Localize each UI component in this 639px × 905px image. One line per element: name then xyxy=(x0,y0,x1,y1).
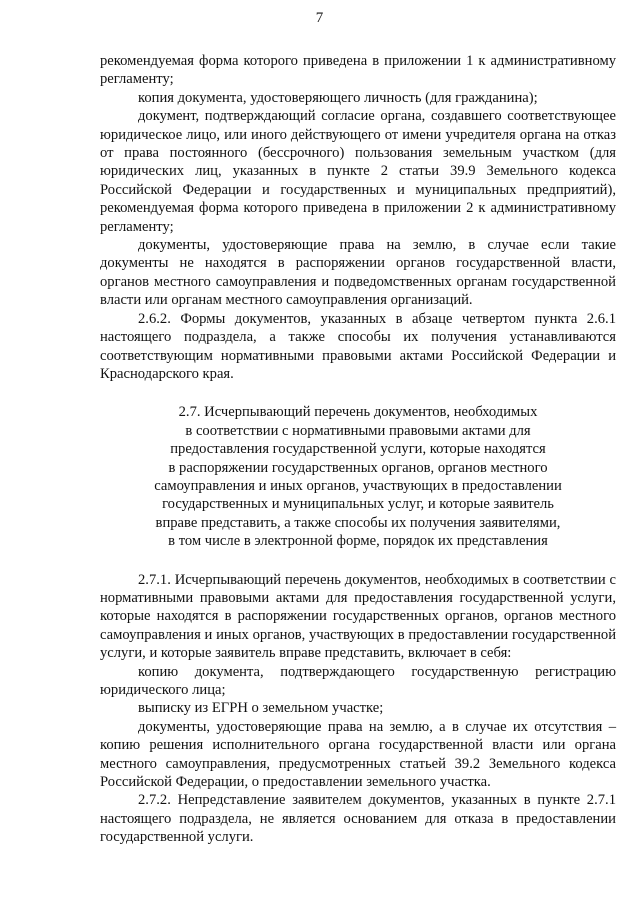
document-body xyxy=(100,52,616,847)
heading-line: самоуправления и иных органов, участвующих в предоставлении xyxy=(154,477,562,494)
paragraph: документы, удостоверяющие права на землю, а в случае их отсутствия – копию решения исполнительного органа государственной власти или органа местного самоуправления, предусмотренных статьей 39.2 Земельного кодекса Российской Федерации, о предоставлении земельного участка. xyxy=(100,718,616,791)
paragraph: 2.7.2. Непредставление заявителем документов, указанных в пункте 2.7.1 настоящего подраздела, не является основанием для отказа в предоставлении государственной услуги. xyxy=(100,792,616,846)
heading-line: государственных и муниципальных услуг, и которые заявитель xyxy=(162,496,554,513)
heading-line: вправе представить, а также способы их получения заявителями, xyxy=(155,514,561,531)
paragraph: копия документа, удостоверяющего личность (для гражданина); xyxy=(138,89,538,106)
section-heading xyxy=(100,403,616,550)
paragraph: рекомендуемая форма которого приведена в приложении 1 к административному регламенту; xyxy=(100,53,616,88)
paragraph: документы, удостоверяющие права на землю, в случае если такие документы не находятся в распоряжении органов государственной власти, органов местного самоуправления и подведомственных органам государственной власти или органам местного самоуправления организаций. xyxy=(100,237,616,309)
paragraph: 2.7.1. Исчерпывающий перечень документов, необходимых в соответствии с нормативными правовыми актами для предоставления государственной услуги, которые находятся в распоряжении государственных органов, органов местного самоуправления и иных органов, участвующих в предоставлении государственной услуги, и которые заявитель вправе представить, включает в себя: xyxy=(100,571,616,662)
heading-line: предоставления государственной услуги, которые находятся xyxy=(170,441,546,458)
paragraph: 2.6.2. Формы документов, указанных в абзаце четвертом пункта 2.6.1 настоящего подраздела, а также способы их получения устанавливаются соответствующим нормативными правовыми актами Российской Федерации и Краснодарского края. xyxy=(100,310,616,382)
paragraph: выписку из ЕГРН о земельном участке; xyxy=(138,700,384,717)
spacer xyxy=(100,383,616,403)
paragraph: копию документа, подтверждающего государственную регистрацию юридического лица; xyxy=(100,663,616,698)
heading-line: в соответствии с нормативными правовыми актами для xyxy=(185,422,531,439)
spacer xyxy=(100,551,616,571)
page-number: 7 xyxy=(315,10,324,26)
heading-line: 2.7. Исчерпывающий перечень документов, необходимых xyxy=(178,404,538,421)
heading-line: в том числе в электронной форме, порядок их представления xyxy=(168,533,548,550)
heading-line: в распоряжении государственных органов, органов местного xyxy=(168,459,548,476)
paragraph: документ, подтверждающий согласие органа, создавшего соответствующее юридическое лицо, или иного действующего от имени учредителя органа на отказ от права постоянного (бессрочного) пользования земельным участком (для юридических лиц, указанных в пункте 2 статьи 39.9 Земельного кодекса Российской Федерации и государственных и муниципальных предприятий), рекомендуемая форма которого приведена в приложении 2 к административному регламенту; xyxy=(100,108,616,235)
